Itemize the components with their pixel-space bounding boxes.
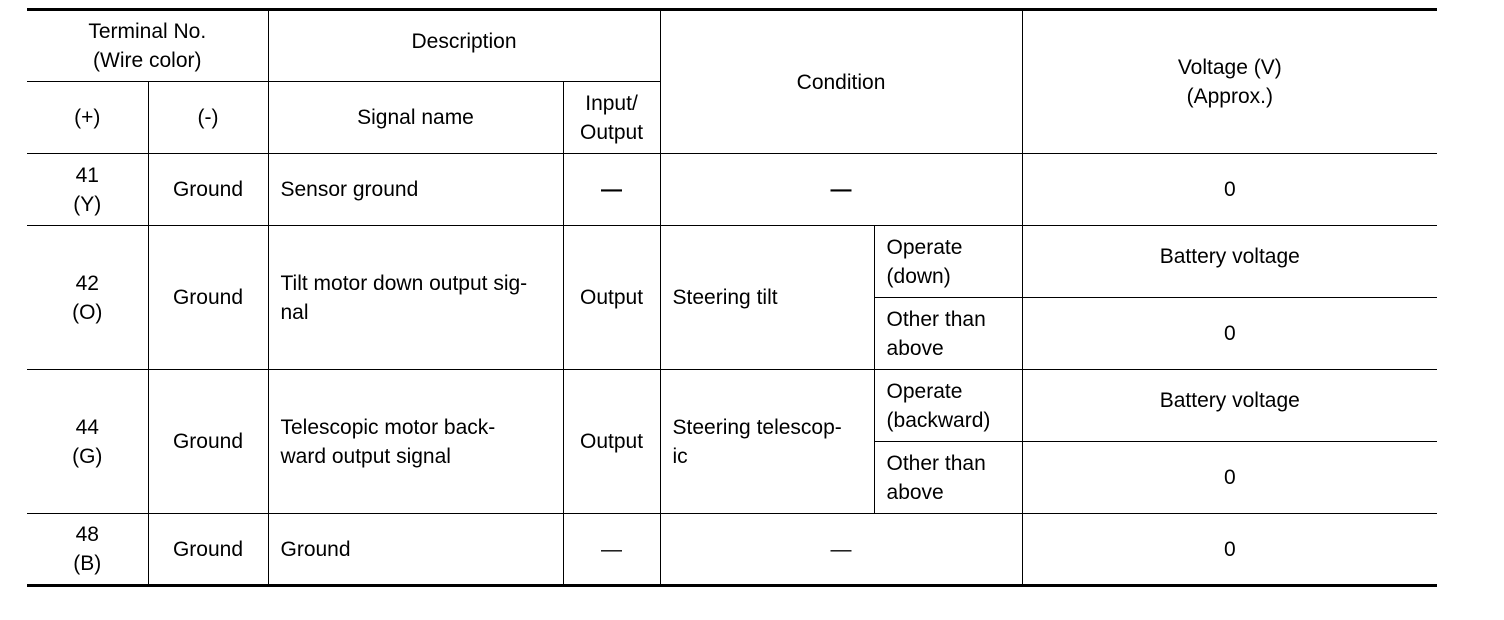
condition-state-cell [874, 370, 1022, 442]
voltage-cell: 0 [1022, 298, 1437, 370]
input-output-label-2: Output [579, 120, 644, 144]
voltage-cell: 0 [1022, 442, 1437, 514]
terminal-number: 44 [75, 415, 99, 439]
plus-header [27, 82, 148, 154]
condition-state-cell [874, 226, 1022, 298]
io-cell: — [563, 154, 660, 226]
header-row-1 [27, 10, 1437, 82]
voltage-value: Battery voltage [1159, 389, 1300, 412]
condition-state-cell [874, 442, 1022, 514]
voltage-label: Voltage (V) [1177, 56, 1282, 79]
io-cell: Output [563, 370, 660, 514]
description-label: Description [411, 29, 517, 53]
wire-color: (O) [72, 300, 103, 324]
condition-state-line-2: (down) [886, 264, 951, 288]
io-cell: — [563, 514, 660, 586]
ground-cell: Ground [148, 514, 268, 586]
signal-name-cell [268, 370, 563, 514]
minus-header [148, 82, 268, 154]
plus-label: (+) [74, 106, 101, 129]
voltage-cell: 0 [1022, 154, 1437, 226]
table-row [27, 514, 1437, 586]
condition-state-line-1: Operate [886, 235, 963, 259]
condition-label: Condition [796, 70, 886, 94]
condition-state-line-2: above [886, 336, 944, 360]
condition-state-cell [874, 298, 1022, 370]
signal-name-label: Signal name [357, 106, 474, 129]
terminal-number: 42 [75, 271, 99, 295]
input-output-label-1: Input/ [585, 91, 638, 115]
voltage-header [1022, 10, 1437, 154]
condition-cell: — [660, 514, 1022, 586]
signal-name-line-2: ward output signal [280, 444, 451, 468]
ground-cell: Ground [148, 370, 268, 514]
minus-label: (-) [197, 106, 219, 129]
terminal-cell [27, 514, 148, 586]
condition-cell: Steering tilt [660, 226, 874, 370]
terminal-no-label: Terminal No. [88, 20, 207, 43]
condition-state-line-2: (backward) [886, 408, 991, 432]
signal-name-line-1: Telescopic motor back- [280, 415, 496, 439]
wire-color: (Y) [73, 192, 102, 216]
description-header [268, 10, 660, 82]
signal-name-cell: Sensor ground [268, 154, 563, 226]
condition-header [660, 10, 1022, 154]
wire-color-label: (Wire color) [93, 49, 202, 72]
condition-line-2: ic [672, 444, 688, 468]
condition-state-line-2: above [886, 480, 944, 504]
wire-color: (G) [72, 444, 103, 468]
wire-color: (B) [73, 552, 102, 575]
signal-name-cell: Ground [268, 514, 563, 586]
condition-state-line-1: Operate [886, 379, 963, 403]
signal-name-line-2: nal [280, 300, 309, 324]
terminal-cell [27, 226, 148, 370]
voltage-cell: 0 [1022, 514, 1437, 586]
signal-name-cell [268, 226, 563, 370]
table-row [27, 226, 1437, 298]
terminal-cell [27, 370, 148, 514]
io-cell: Output [563, 226, 660, 370]
voltage-value: Battery voltage [1159, 245, 1300, 268]
ground-cell: Ground [148, 226, 268, 370]
condition-cell: — [660, 154, 1022, 226]
voltage-cell [1022, 370, 1437, 442]
condition-state-line-1: Other than [886, 451, 986, 475]
ground-cell: Ground [148, 154, 268, 226]
signal-name-header [268, 82, 563, 154]
condition-state-line-1: Other than [886, 307, 986, 331]
terminal-cell [27, 154, 148, 226]
terminal-no-header [27, 10, 268, 82]
terminal-number: 41 [75, 163, 99, 187]
table-row [27, 370, 1437, 442]
voltage-approx-label: (Approx.) [1186, 85, 1273, 108]
voltage-cell [1022, 226, 1437, 298]
input-output-header [563, 82, 660, 154]
table-row [27, 154, 1437, 226]
condition-line-1: Steering telescop- [672, 415, 842, 439]
condition-cell [660, 370, 874, 514]
terminal-spec-table [27, 8, 1437, 587]
signal-name-line-1: Tilt motor down output sig- [280, 271, 528, 295]
terminal-number: 48 [75, 523, 99, 546]
